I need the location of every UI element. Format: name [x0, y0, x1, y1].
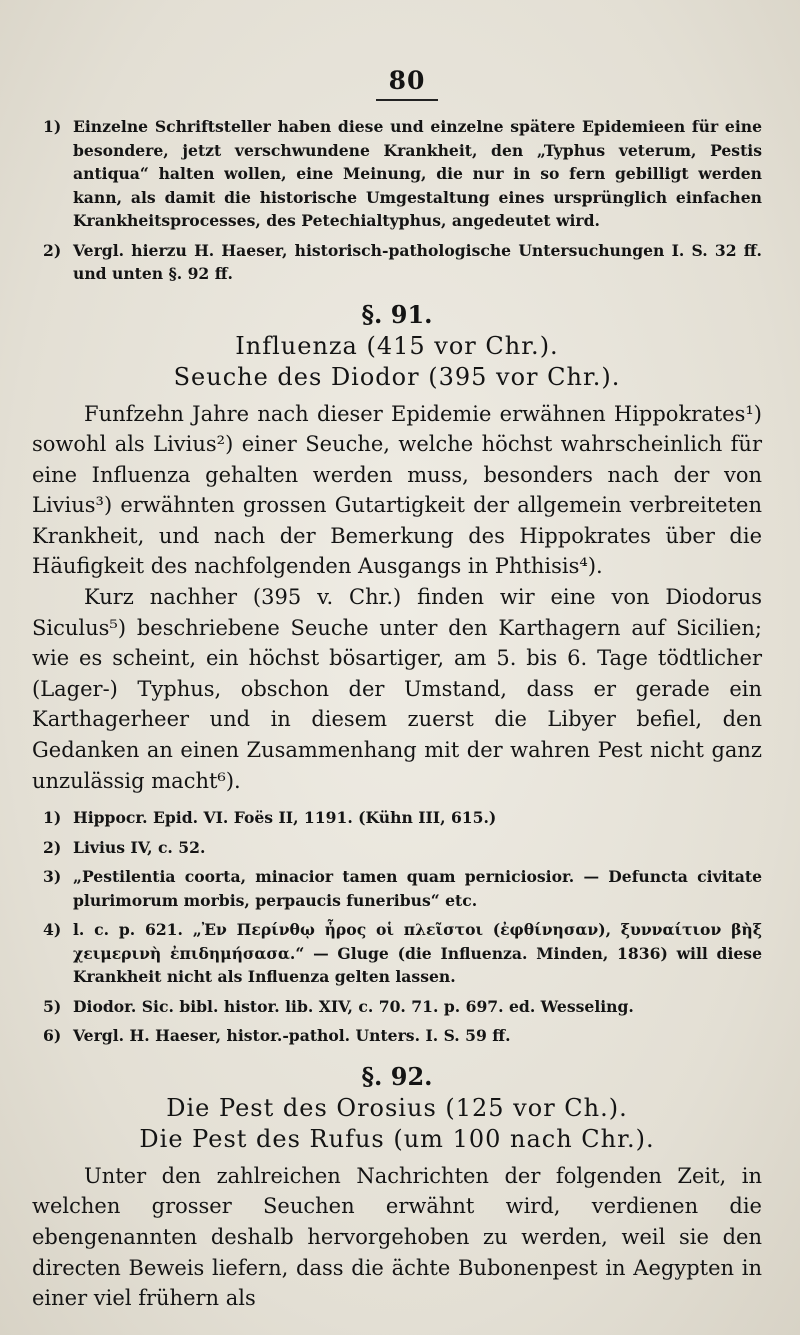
footnote-item: [32, 115, 762, 233]
footnote-text: „Pestilentia coorta, minacior tamen quam perniciosior. — Defuncta civitate plurimorum morbis, perpaucis funeribus“ etc.: [73, 867, 762, 910]
page-number-rule: [376, 99, 438, 101]
footnote-text: Diodor. Sic. bibl. histor. lib. XIV, c. 70. 71. p. 697. ed. Wesseling.: [73, 996, 634, 1016]
section-91-title-1: Influenza (415 vor Chr.).: [235, 331, 559, 360]
body-paragraph: Funfzehn Jahre nach dieser Epidemie erwähnen Hippokrates¹) sowohl als Livius²) einer Seuche, welche höchst wahrscheinlich für eine Influenza gehalten werden muss, besonders nach der von Livius³) erwähnten grossen Gutartigkeit der allgemein verbreiteten Krankheit, und nach der Bemerkung des Hippokrates über die Häufigkeit des nachfolgenden Ausgangs in Phthisis⁴).: [32, 401, 762, 579]
footnote-number: 3): [43, 867, 62, 887]
footnote-number: 1): [43, 808, 62, 828]
footnote-number: 5): [43, 996, 62, 1016]
footnote-item: [32, 918, 762, 989]
section-91-title-2: Seuche des Diodor (395 vor Chr.).: [173, 362, 621, 391]
section-92: [32, 1062, 762, 1314]
footnote-item: [32, 239, 762, 286]
footnote-number: 4): [43, 920, 62, 940]
section-91-number: §. 91.: [361, 299, 433, 329]
body-paragraph: Kurz nachher (395 v. Chr.) finden wir eine von Diodorus Siculus⁵) beschriebene Seuche unter den Karthagern auf Sicilien; wie es scheint, ein höchst bösartiger, am 5. bis 6. Tage tödtlicher (Lager-) Typhus, obschon der Umstand, dass er gerade ein Karthagerheer und in diesem zuerst die Libyer befiel, den Gedanken an einen Zusammenhang mit der wahren Pest nicht ganz unzulässig macht⁶).: [32, 585, 762, 793]
section-91-body: [32, 399, 762, 797]
section-92-number: §. 92.: [361, 1061, 433, 1091]
footnote-number: 2): [43, 240, 62, 260]
footnote-text: l. c. p. 621. „Ἐν Περίνθῳ ἦρος οἱ πλεῖστοι (ἐφθίνησαν), ξυνναίτιον βὴξ χειμερινὴ ἐπιδημήσασα.“ — Gluge (die Influenza. Minden, 1836) will diese Krankheit nicht als Influenza gelten lassen.: [73, 920, 762, 987]
footnote-number: 6): [43, 1026, 62, 1046]
footnote-item: [32, 806, 762, 830]
footnote-item: [32, 1024, 762, 1048]
footnote-item: [32, 995, 762, 1019]
section-91-footnotes: [32, 806, 762, 1048]
footnote-item: [32, 865, 762, 912]
footnote-text: Einzelne Schriftsteller haben diese und einzelne spätere Epidemieen für eine besondere, jetzt verschwundene Krankheit, den „Typhus veterum, Pestis antiqua“ halten wollen, eine Meinung, die nur in so fern gebilligt werden kann, als damit die historische Umgestaltung eines ursprünglich einfachen Krankheitsprocesses, des Petechialtyphus, angedeutet wird.: [73, 117, 762, 230]
footnote-text: Vergl. hierzu H. Haeser, historisch-pathologische Untersuchungen I. S. 32 ff. und unten §. 92 ff.: [73, 240, 762, 283]
footnote-number: 1): [43, 117, 62, 136]
footnote-text: Vergl. H. Haeser, histor.-pathol. Unters. I. S. 59 ff.: [73, 1026, 511, 1046]
top-footnotes: [32, 115, 762, 286]
footnote-number: 2): [43, 837, 62, 857]
footnote-text: Livius IV, c. 52.: [73, 837, 206, 857]
page-number: 80: [388, 66, 426, 95]
section-92-body: [32, 1161, 762, 1314]
section-92-title-1: Die Pest des Orosius (125 vor Ch.).: [166, 1093, 628, 1122]
footnote-item: [32, 836, 762, 860]
section-92-title-2: Die Pest des Rufus (um 100 nach Chr.).: [139, 1124, 655, 1153]
footnote-text: Hippocr. Epid. VI. Foës II, 1191. (Kühn III, 615.): [73, 808, 497, 828]
body-paragraph: Unter den zahlreichen Nachrichten der folgenden Zeit, in welchen grosser Seuchen erwähnt wird, verdienen die ebengenannten deshalb hervorgehoben zu werden, weil sie den directen Beweis liefern, dass die ächte Bubonenpest in Aegypten in einer viel frühern als: [32, 1163, 762, 1311]
